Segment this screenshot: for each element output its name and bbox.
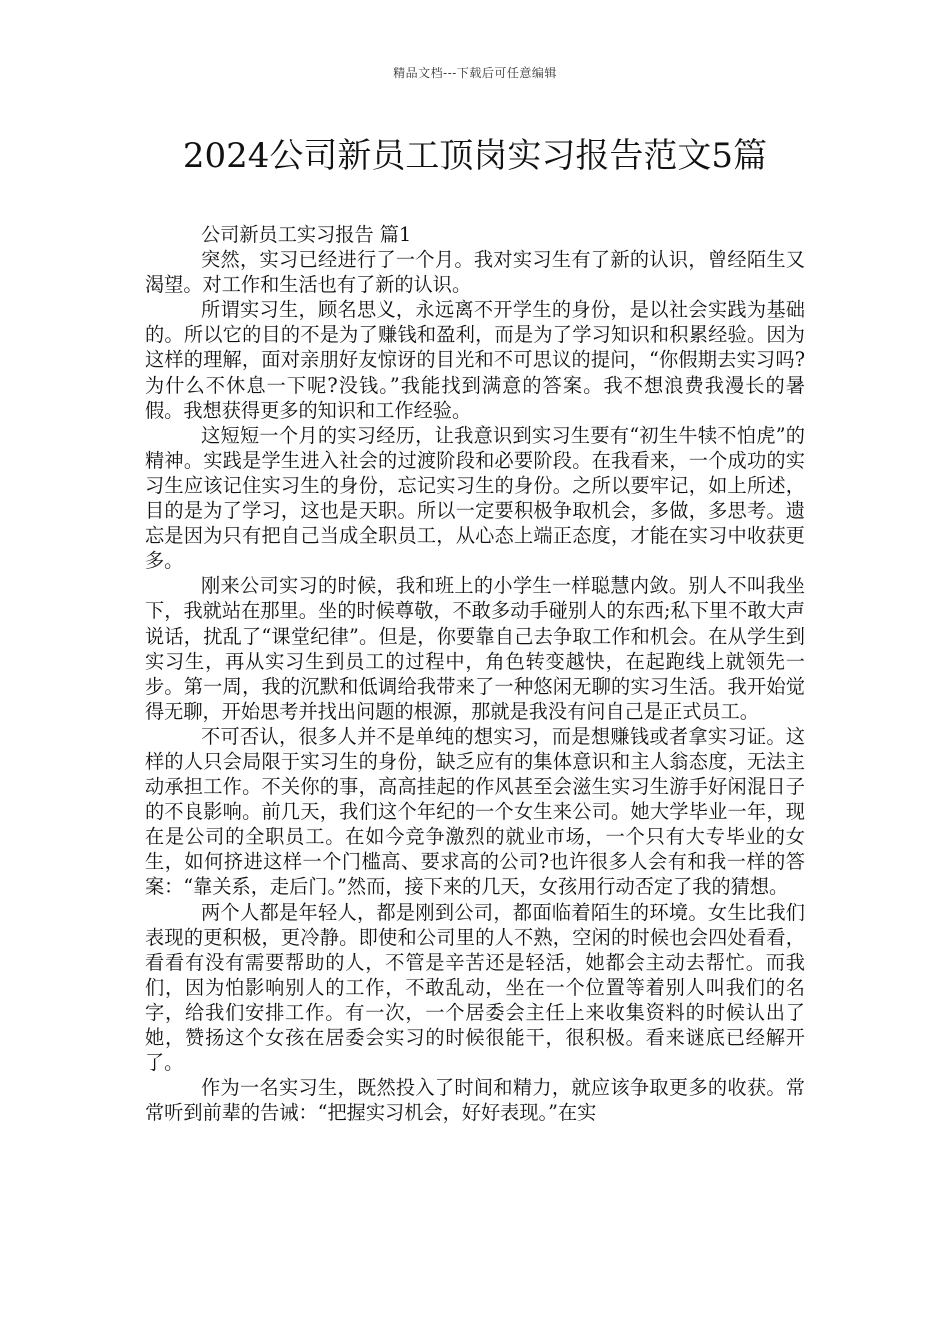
paragraph-7: 作为一名实习生，既然投入了时间和精力，就应该争取更多的收获。常常听到前辈的告诫：“把握实习机会，好好表现。”在实: [145, 1076, 805, 1125]
document-title: 2024公司新员工顶岗实习报告范文5篇: [182, 136, 768, 176]
paragraph-4: 刚来公司实习的时候，我和班上的小学生一样聪慧内敛。别人不叫我坐下，我就站在那里。坐的时候尊敬，不敢多动手碰别人的东西;私下里不敢大声说话，扰乱了“课堂纪律”。但是，你要靠自己去争取工作和机会。在从学生到实习生，再从实习生到员工的过程中，角色转变越快，在起跑线上就领先一步。第一周，我的沉默和低调给我带来了一种悠闲无聊的实习生活。我开始觉得无聊，开始思考并找出问题的根源，那就是我没有问自己是正式员工。: [145, 574, 805, 723]
paragraph-3: 这短短一个月的实习经历，让我意识到实习生要有“初生牛犊不怕虎”的精神。实践是学生进入社会的过渡阶段和必要阶段。在我看来，一个成功的实习生应该记住实习生的身份，忘记实习生的身份。之所以要牢记，如上所述，目的是为了学习，这也是天职。所以一定要积极争取机会，多做，多思考。遗忘是因为只有把自己当成全职员工，从心态上端正态度，才能在实习中收获更多。: [145, 423, 805, 573]
page-header-note: 精品文档---下载后可任意编辑: [393, 66, 557, 80]
paragraph-5: 不可否认，很多人并不是单纯的想实习，而是想赚钱或者拿实习证。这样的人只会局限于实习生的身份，缺乏应有的集体意识和主人翁态度，无法主动承担工作。不关你的事，高高挂起的作风甚至会滋生实习生游手好闲混日子的不良影响。前几天，我们这个年纪的一个女生来公司。她大学毕业一年，现在是公司的全职员工。在如今竞争激烈的就业市场，一个只有大专毕业的女生，如何挤进这样一个门槛高、要求高的公司?也许很多人会有和我一样的答案：“靠关系，走后门。”然而，接下来的几天，女孩用行动否定了我的猜想。: [145, 724, 805, 899]
paragraph-6: 两个人都是年轻人，都是刚到公司，都面临着陌生的环境。女生比我们表现的更积极，更冷静。即使和公司里的人不熟，空闲的时候也会四处看看，看看有没有需要帮助的人，不管是辛苦还是轻活，她都会主动去帮忙。而我们，因为怕影响别人的工作，不敢乱动，坐在一个位置等着别人叫我们的名字，给我们安排工作。有一次，一个居委会主任上来收集资料的时候认出了她，赞扬这个女孩在居委会实习的时候很能干，很积极。看来谜底已经解开了。: [145, 900, 805, 1075]
paragraph-1: 突然，实习已经进行了一个月。我对实习生有了新的认识，曾经陌生又渴望。对工作和生活也有了新的认识。: [145, 248, 805, 297]
paragraph-2: 所谓实习生，顾名思义，永远离不开学生的身份，是以社会实践为基础的。所以它的目的不是为了赚钱和盈利，而是为了学习知识和积累经验。因为这样的理解，面对亲朋好友惊讶的目光和不可思议的提问，“你假期去实习吗?为什么不休息一下呢?没钱。”我能找到满意的答案。我不想浪费我漫长的暑假。我想获得更多的知识和工作经验。: [145, 298, 805, 422]
section-heading: 公司新员工实习报告 篇1: [201, 223, 412, 246]
document-body: [145, 222, 805, 1125]
